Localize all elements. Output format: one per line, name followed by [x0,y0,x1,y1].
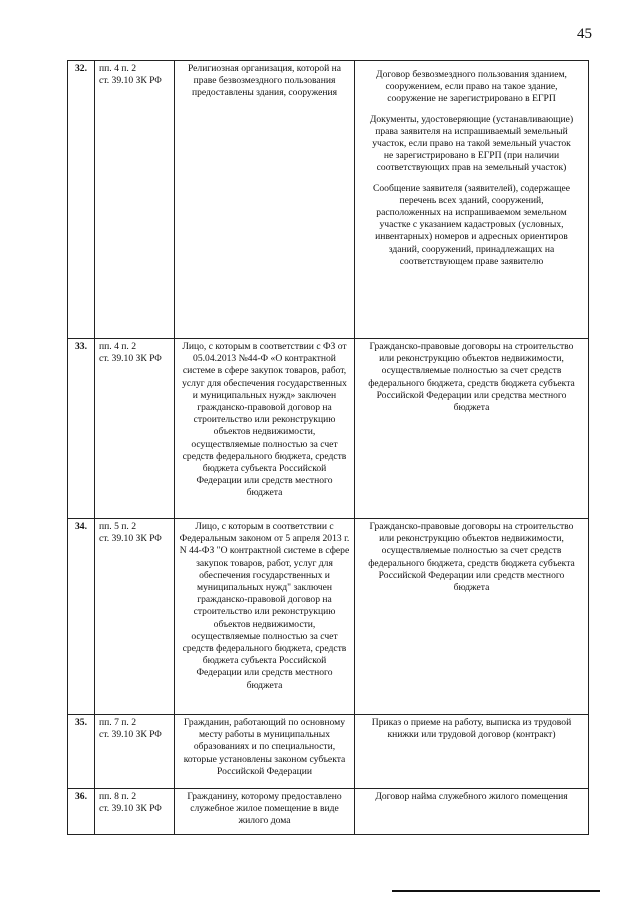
applicant-description: Лицо, с которым в соответствии с Федеральным законом от 5 апреля 2013 г. N 44-ФЗ "О контрактной системе в сфере закупок товаров, работ, услуг для обеспечения государственных и муниципальных нужд" заключен гражданско-правовой договор на строительство или реконструкцию объектов недвижимости, осуществляемые полностью за счет средств федерального бюджета, средств бюджета субъекта Российской Федерации или средств местного бюджета [175,519,355,715]
legal-reference-line: пп. 4 п. 2 [99,63,136,74]
row-number: 34. [68,519,95,715]
table-row [68,519,589,715]
required-documents [355,339,589,519]
legal-reference [95,789,175,835]
row-number: 36. [68,789,95,835]
table-row [68,715,589,789]
applicant-description: Лицо, с которым в соответствии с ФЗ от 05.04.2013 №44-Ф «О контрактной системе в сфере закупок товаров, работ, услуг для обеспечения государственных и муниципальных нужд» заключен гражданско-правовой договор на строительство или реконструкцию объектов недвижимости, осуществляемые полностью за счет средств федерального бюджета, средств бюджета субъекта Российской Федерации или средств местного бюджета [175,339,355,519]
legal-reference [95,339,175,519]
required-documents [355,61,589,339]
document-paragraph: Сообщение заявителя (заявителей), содержащее перечень всех зданий, сооружений, расположенных на испрашиваемом земельном участке с указанием кадастровых (условных, инвентарных) номеров и адресных ориентиров зданий, сооружений, принадлежащих на соответствующем праве заявителю [372,182,571,267]
footer-rule [392,890,600,892]
required-documents [355,519,589,715]
document-paragraph: Документы, удостоверяющие (устанавливающие) права заявителя на испрашиваемый земельный участок, если право на такой земельный участок не зарегистрировано в ЕГРП (при наличии соответствующих прав на земельный участок) [369,113,574,174]
legal-reference [95,715,175,789]
legal-reference [95,519,175,715]
legal-reference-line: ст. 39.10 ЗК РФ [99,533,162,545]
required-documents [355,789,589,835]
legal-reference-line: ст. 39.10 ЗК РФ [99,353,162,365]
row-number: 35. [68,715,95,789]
requirements-table [67,60,589,835]
document-paragraph: Гражданско-правовые договоры на строительство или реконструкцию объектов недвижимости, осуществляемые полностью за счет средств федерального бюджета, средств бюджета субъекта Российской Федерации или средств местного бюджета [368,521,575,594]
table-row [68,339,589,519]
table-row [68,61,589,339]
applicant-description: Религиозная организация, которой на праве безвозмездного пользования предоставлены здания, сооружения [175,61,355,339]
applicant-description: Гражданину, которому предоставлено служебное жилое помещение в виде жилого дома [175,789,355,835]
legal-reference-line: ст. 39.10 ЗК РФ [99,803,162,815]
document-paragraph: Договор найма служебного жилого помещения [375,791,568,802]
document-paragraph: Договор безвозмездного пользования зданием, сооружением, если право на такое здание, сооружение не зарегистрировано в ЕГРП [376,69,567,105]
document-paragraph: Гражданско-правовые договоры на строительство или реконструкцию объектов недвижимости, осуществляемые полностью за счет средств федерального бюджета, средств бюджета субъекта Российской Федерации или средства местного бюджета [368,341,575,414]
legal-reference-line: пп. 7 п. 2 [99,717,136,728]
applicant-description: Гражданин, работающий по основному месту работы в муниципальных образованиях и по специальности, которые установлены законом субъекта Российской Федерации [175,715,355,789]
legal-reference [95,61,175,339]
row-number: 33. [68,339,95,519]
row-number: 32. [68,61,95,339]
legal-reference-line: ст. 39.10 ЗК РФ [99,729,162,741]
page-number: 45 [577,26,592,42]
legal-reference-line: ст. 39.10 ЗК РФ [99,75,162,87]
legal-reference-line: пп. 5 п. 2 [99,521,136,532]
document-paragraph: Приказ о приеме на работу, выписка из трудовой книжки или трудовой договор (контракт) [371,717,572,741]
legal-reference-line: пп. 8 п. 2 [99,791,136,802]
legal-reference-line: пп. 4 п. 2 [99,341,136,352]
table-row [68,789,589,835]
required-documents [355,715,589,789]
